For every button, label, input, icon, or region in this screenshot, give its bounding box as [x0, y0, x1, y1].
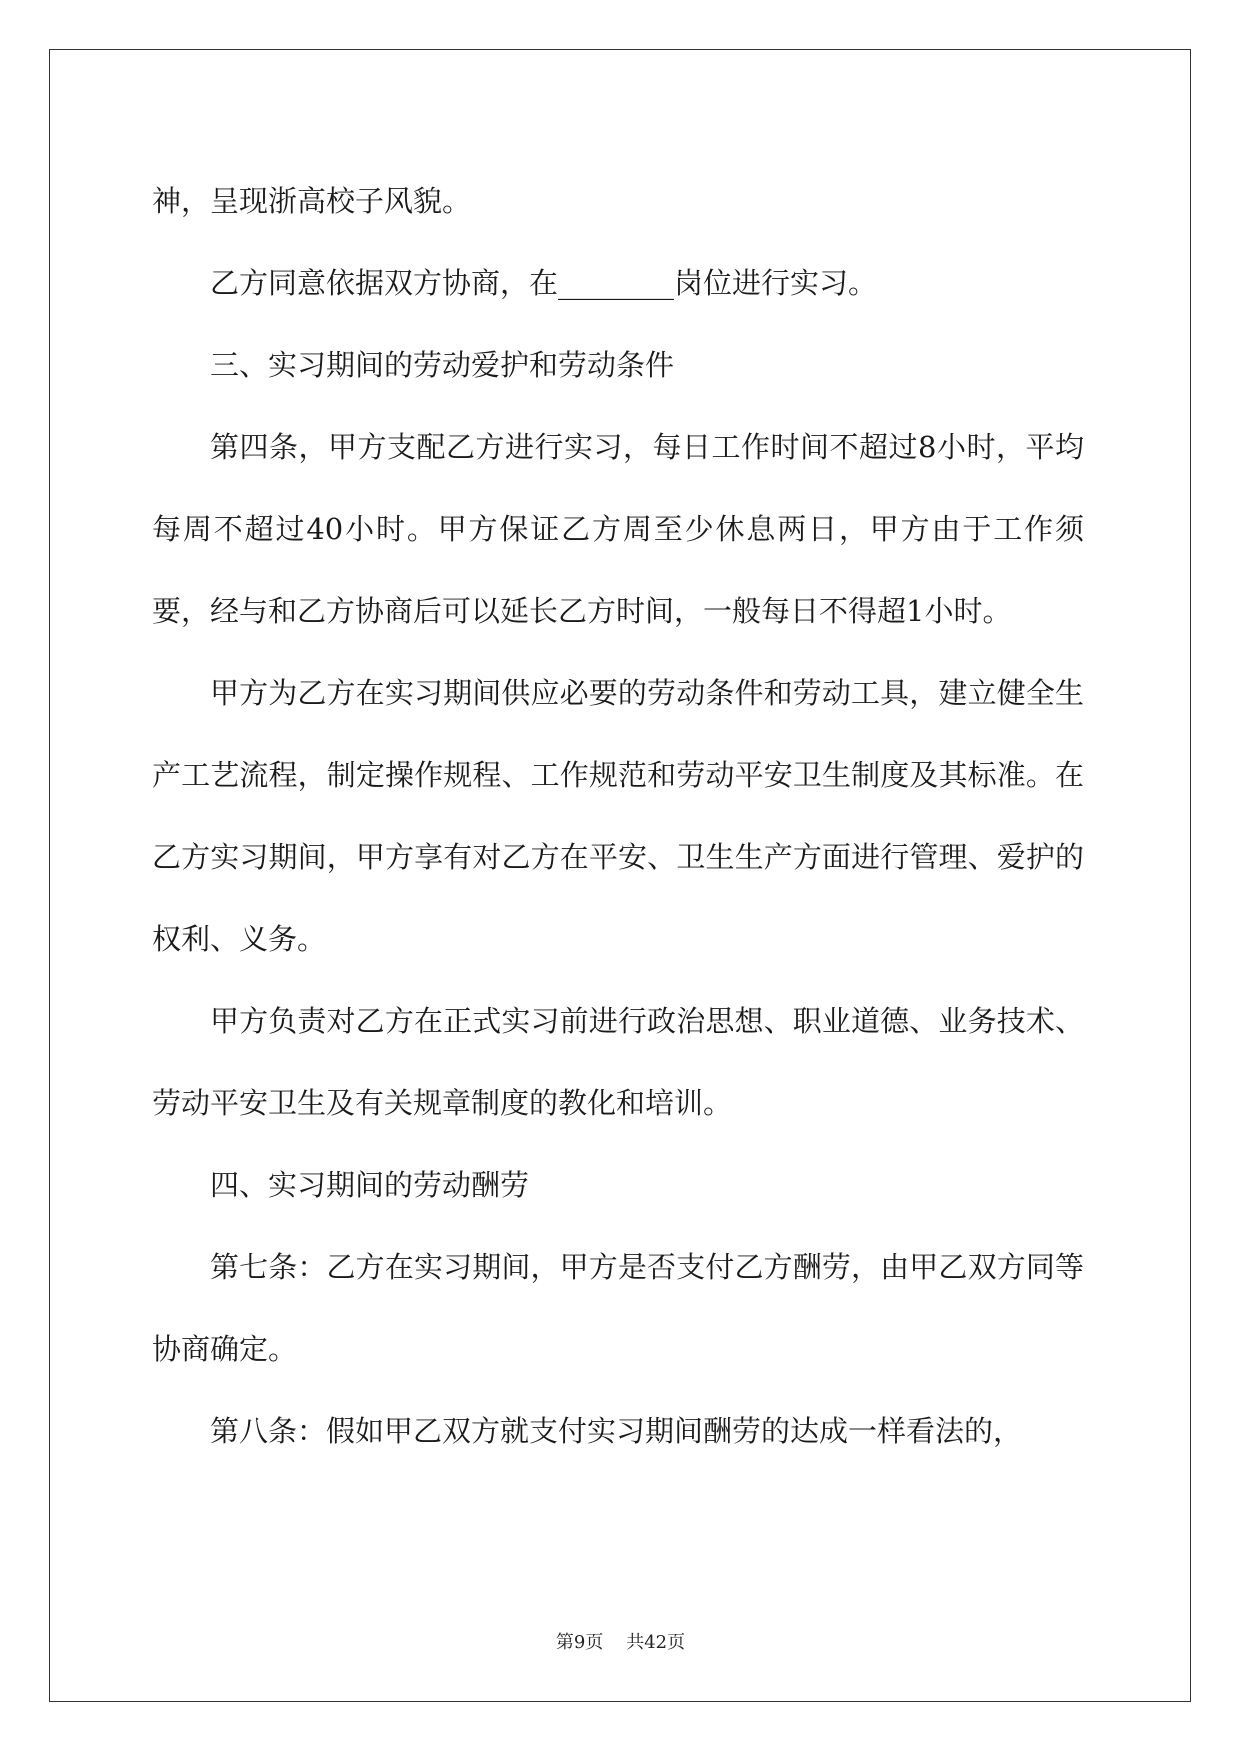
- total-pages-label: 共42页: [626, 1632, 686, 1653]
- page-footer: [0, 1628, 1241, 1654]
- article-4-paragraph: 第四条，甲方支配乙方进行实习，每日工作时间不超过8小时，平均每周不超过40小时。甲方保证乙方周至少休息两日，甲方由于工作须要，经与和乙方协商后可以延长乙方时间，一般每日不得超1小时。: [152, 430, 1084, 628]
- section-heading-4: 四、实习期间的劳动酬劳: [210, 1168, 530, 1202]
- paragraph-1: 神，呈现浙高校子风貌。: [152, 184, 472, 218]
- document-body: [152, 160, 1084, 1472]
- current-page-label: 第9页: [555, 1632, 604, 1653]
- section-heading-3: 三、实习期间的劳动爱护和劳动条件: [210, 348, 675, 382]
- article-7-paragraph: 第七条：乙方在实习期间，甲方是否支付乙方酬劳，由甲乙双方同等协商确定。: [152, 1250, 1084, 1366]
- article-8-paragraph: 第八条：假如甲乙双方就支付实习期间酬劳的达成一样看法的，: [210, 1414, 1023, 1448]
- paragraph-6: 甲方负责对乙方在正式实习前进行政治思想、职业道德、业务技术、劳动平安卫生及有关规章制度的教化和培训。: [152, 1004, 1084, 1120]
- paragraph-5: 甲方为乙方在实习期间供应必要的劳动条件和劳动工具，建立健全生产工艺流程，制定操作规程、工作规范和劳动平安卫生制度及其标准。在乙方实习期间，甲方享有对乙方在平安、卫生生产方面进行管理、爱护的权利、义务。: [152, 676, 1084, 956]
- paragraph-2: 乙方同意依据双方协商，在________岗位进行实习。: [210, 266, 878, 300]
